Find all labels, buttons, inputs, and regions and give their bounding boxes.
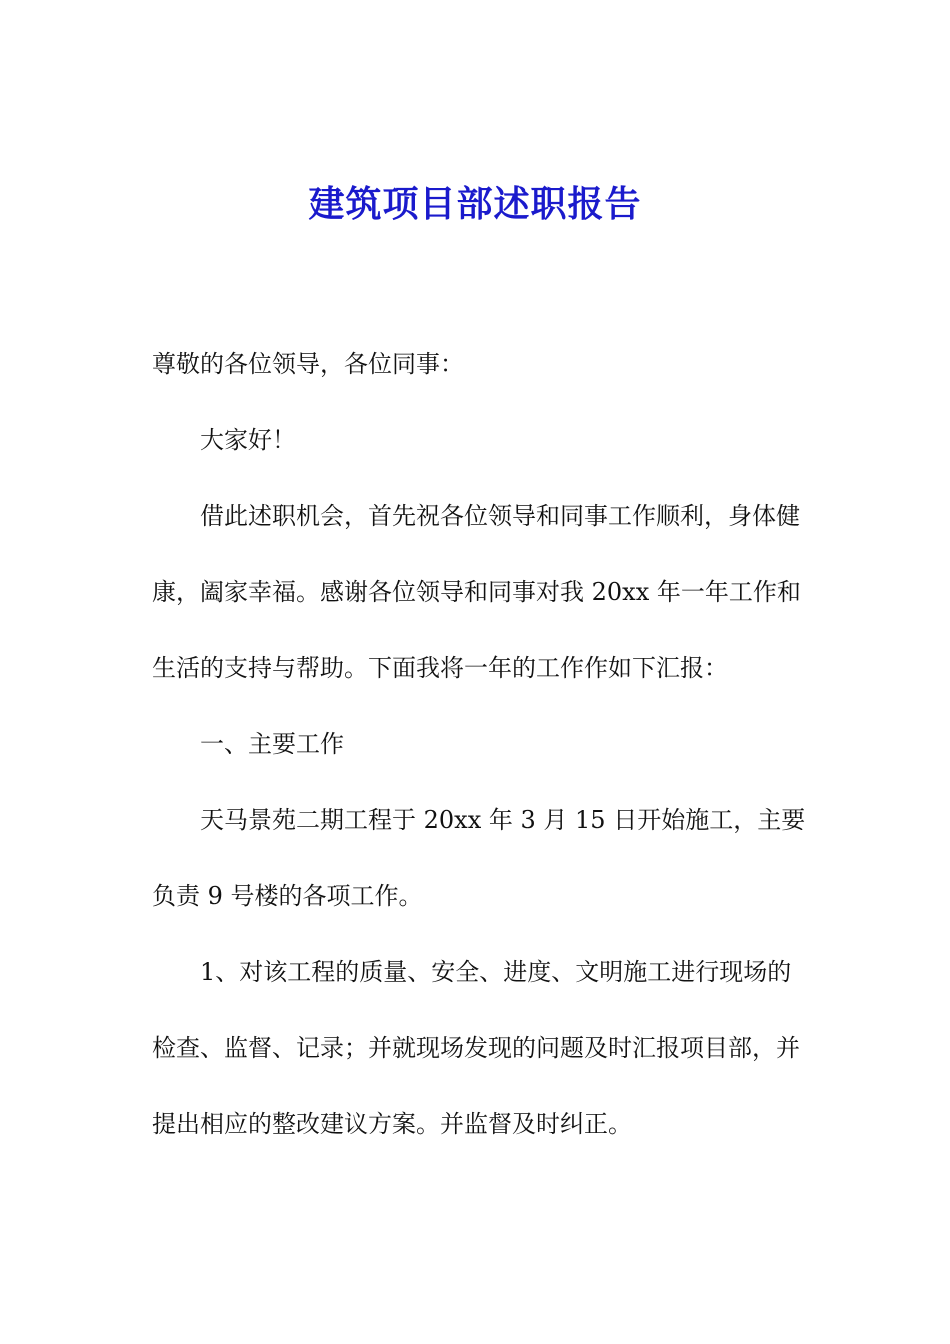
item-1-paragraph: 1、对该工程的质量、安全、进度、文明施工进行现场的检查、监督、记录；并就现场发现的问题及时汇报项目部，并提出相应的整改建议方案。并监督及时纠正。 — [152, 958, 800, 1138]
project-paragraph: 天马景苑二期工程于 20xx 年 3 月 15 日开始施工，主要负责 9 号楼的各项工作。 — [152, 806, 806, 910]
salutation: 尊敬的各位领导，各位同事： — [152, 350, 464, 378]
intro-paragraph: 借此述职机会，首先祝各位领导和同事工作顺利，身体健康，阖家幸福。感谢各位领导和同事对我 20xx 年一年工作和生活的支持与帮助。下面我将一年的工作作如下汇报： — [152, 502, 801, 682]
section-heading-main-work: 一、主要工作 — [200, 730, 344, 758]
document-title: 建筑项目部述职报告 — [308, 183, 642, 225]
greeting: 大家好！ — [200, 426, 296, 454]
document-body — [152, 326, 812, 1162]
